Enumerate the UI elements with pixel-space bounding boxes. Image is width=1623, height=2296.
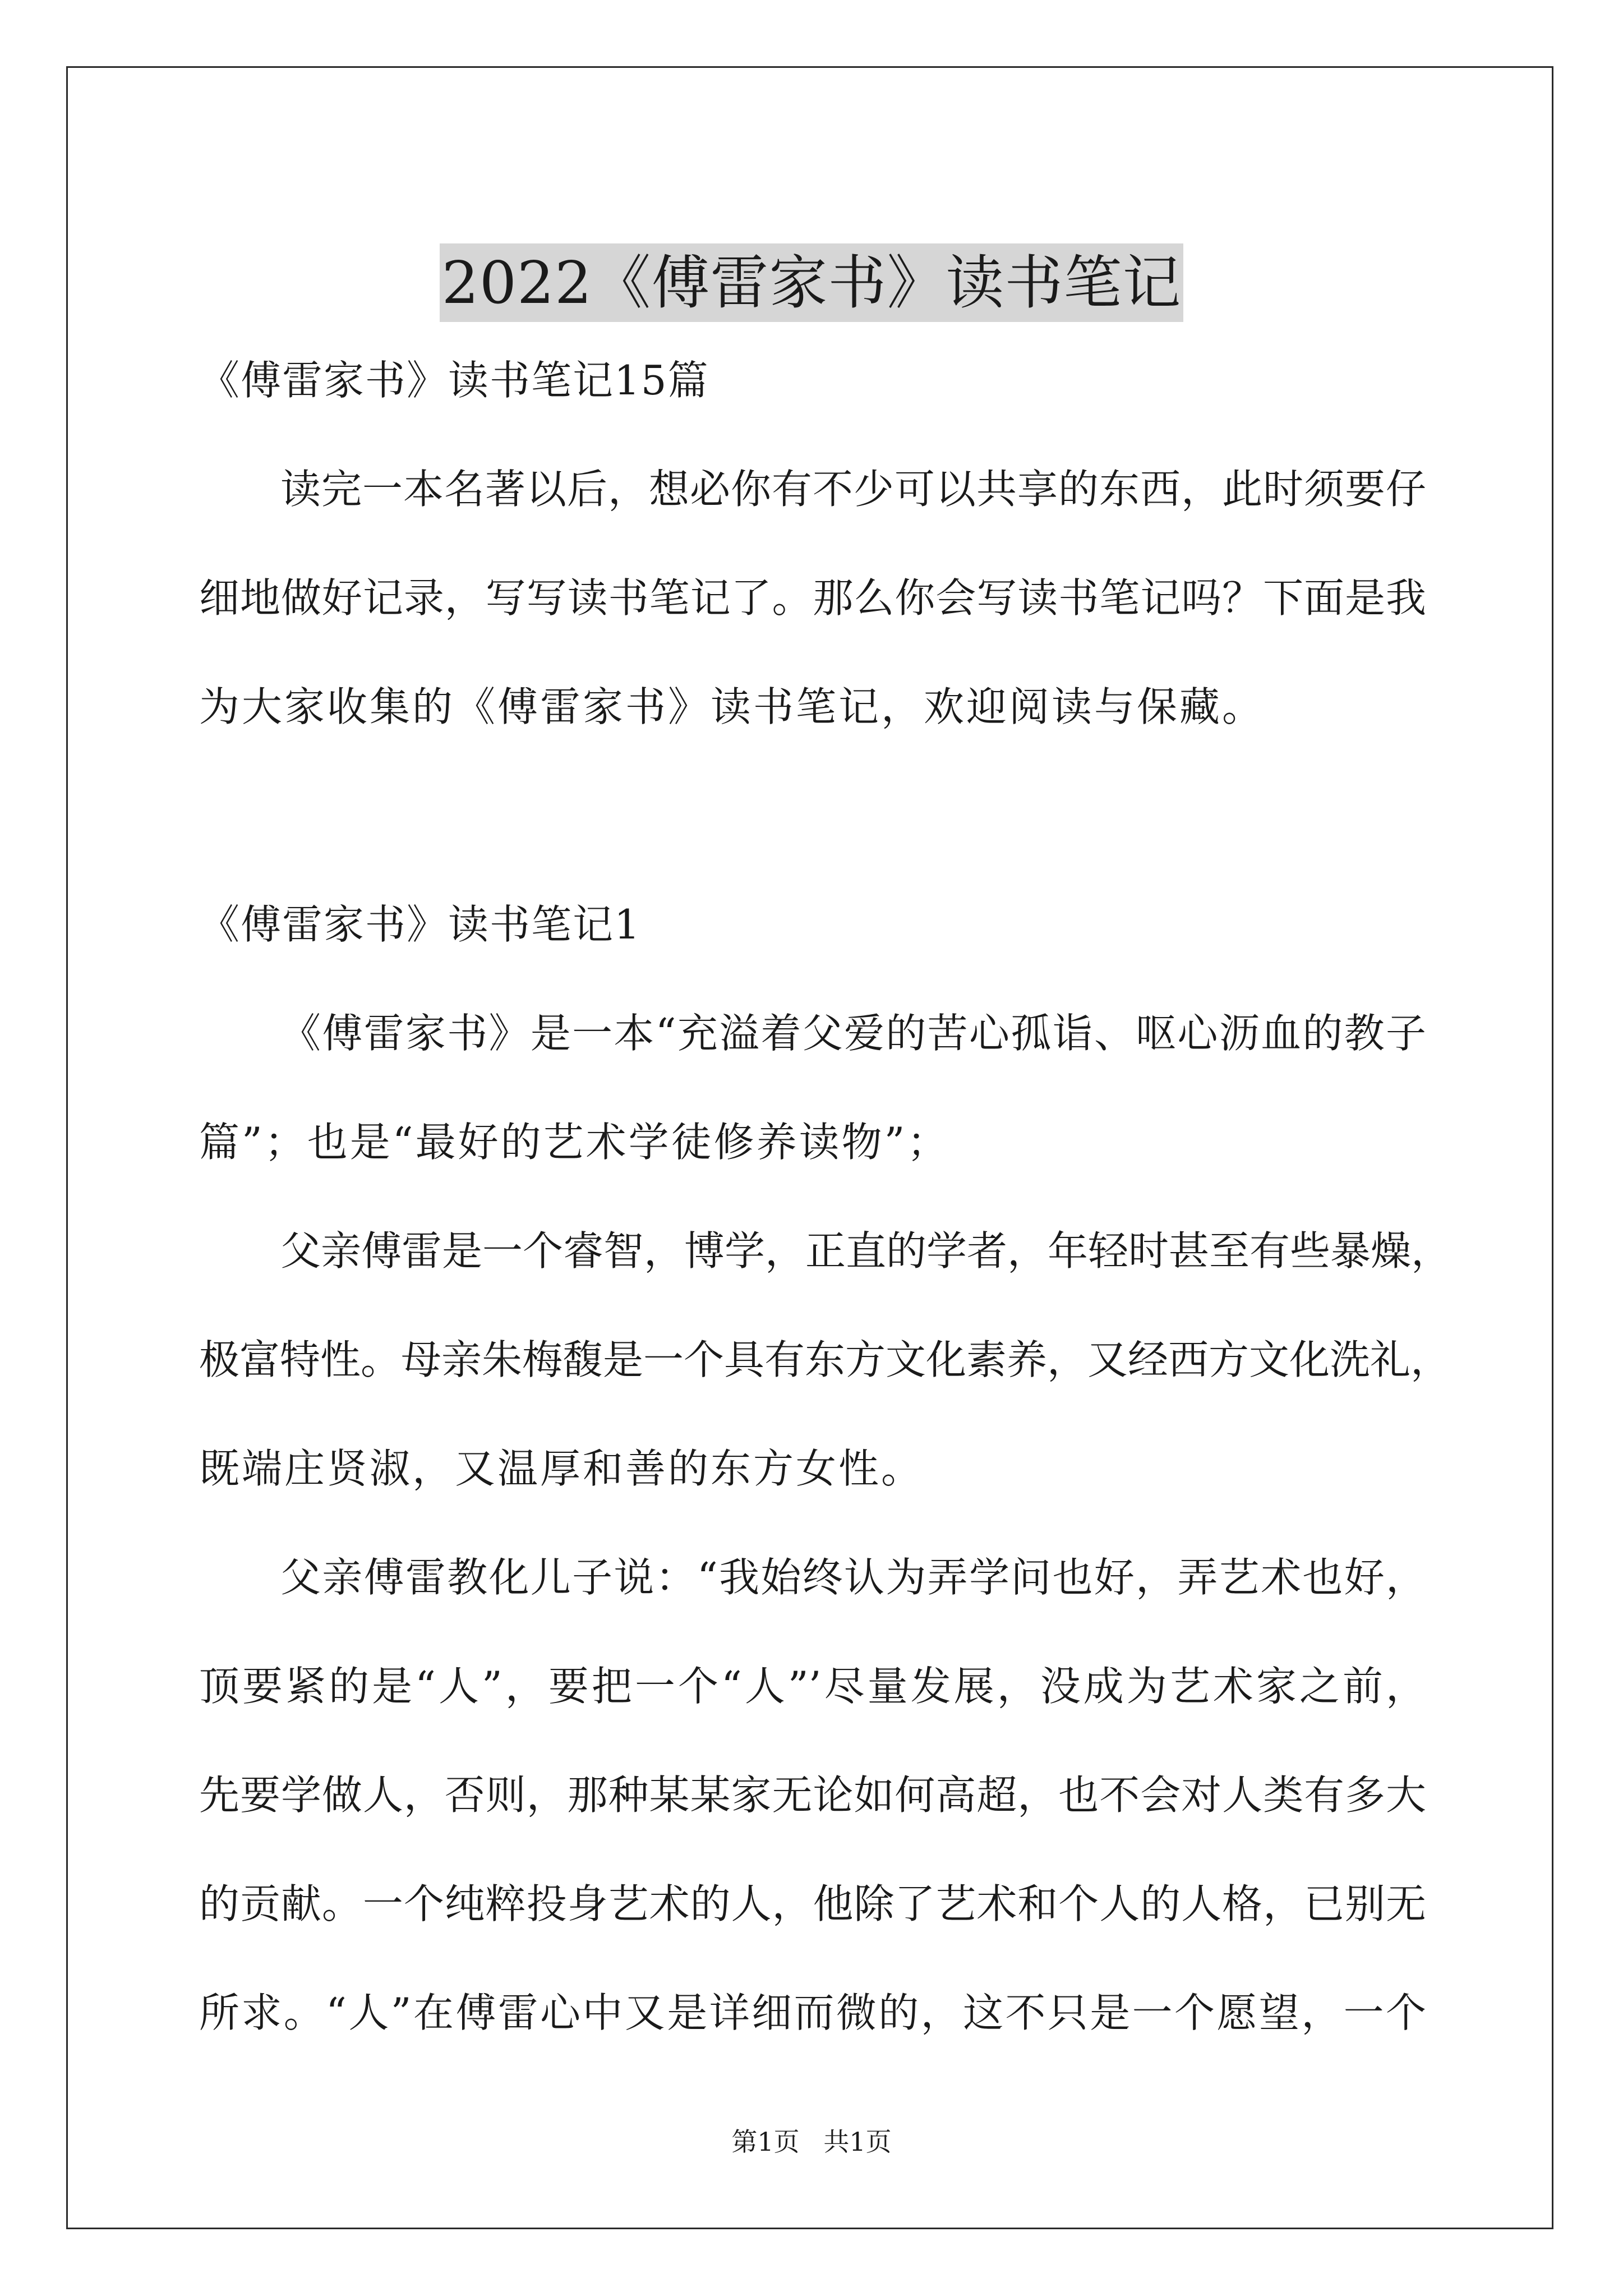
section1-p3-line-3: 先要学做人，否则，那种某某家无论如何高超，也不会对人类有多大 [199,1772,1426,1819]
page-total: 共1页 [823,2127,892,2157]
subtitle: 《傅雷家书》读书笔记15篇 [199,357,709,404]
intro-line-3: 为大家收集的《傅雷家书》读书笔记，欢迎阅读与保藏。 [199,683,1265,730]
document-title: 2022《傅雷家书》读书笔记 [440,243,1184,322]
page-number: 第1页 [731,2127,800,2157]
title-wrap [0,204,1623,361]
section1-p2-line-3: 既端庄贤淑，又温厚和善的东方女性。 [199,1445,924,1492]
section1-p1-line-1: 《傅雷家书》是一本“充溢着父爱的苦心孤诣、呕心沥血的教子 [280,1010,1426,1057]
section1-p3-line-4: 的贡献。一个纯粹投身艺术的人，他除了艺术和个人的人格，已别无 [199,1880,1426,1927]
intro-line-2: 细地做好记录，写写读书笔记了。那么你会写读书笔记吗？下面是我 [199,574,1426,622]
section1-p2-line-2: 极富特性。母亲朱梅馥是一个具有东方文化素养，又经西方文化洗礼， [199,1336,1451,1383]
page-footer [0,2125,1623,2159]
intro-line-1: 读完一本名著以后，想必你有不少可以共享的东西，此时须要仔 [280,466,1426,513]
section1-p3-line-2: 顶要紧的是“人”，要把一个“人”’尽量发展，没成为艺术家之前， [199,1663,1426,1710]
section1-p1-line-2: 篇”；也是“最好的艺术学徒修养读物”； [199,1119,950,1166]
section1-p3-line-5: 所求。“人”在傅雷心中又是详细而微的，这不只是一个愿望，一个 [199,1989,1426,2036]
section1-p3-line-1: 父亲傅雷教化儿子说：“我始终认为弄学问也好，弄艺术也好， [280,1554,1426,1601]
section1-p2-line-1: 父亲傅雷是一个睿智，博学，正直的学者，年轻时甚至有些暴燥， [280,1227,1452,1274]
section1-heading: 《傅雷家书》读书笔记1 [199,901,641,948]
